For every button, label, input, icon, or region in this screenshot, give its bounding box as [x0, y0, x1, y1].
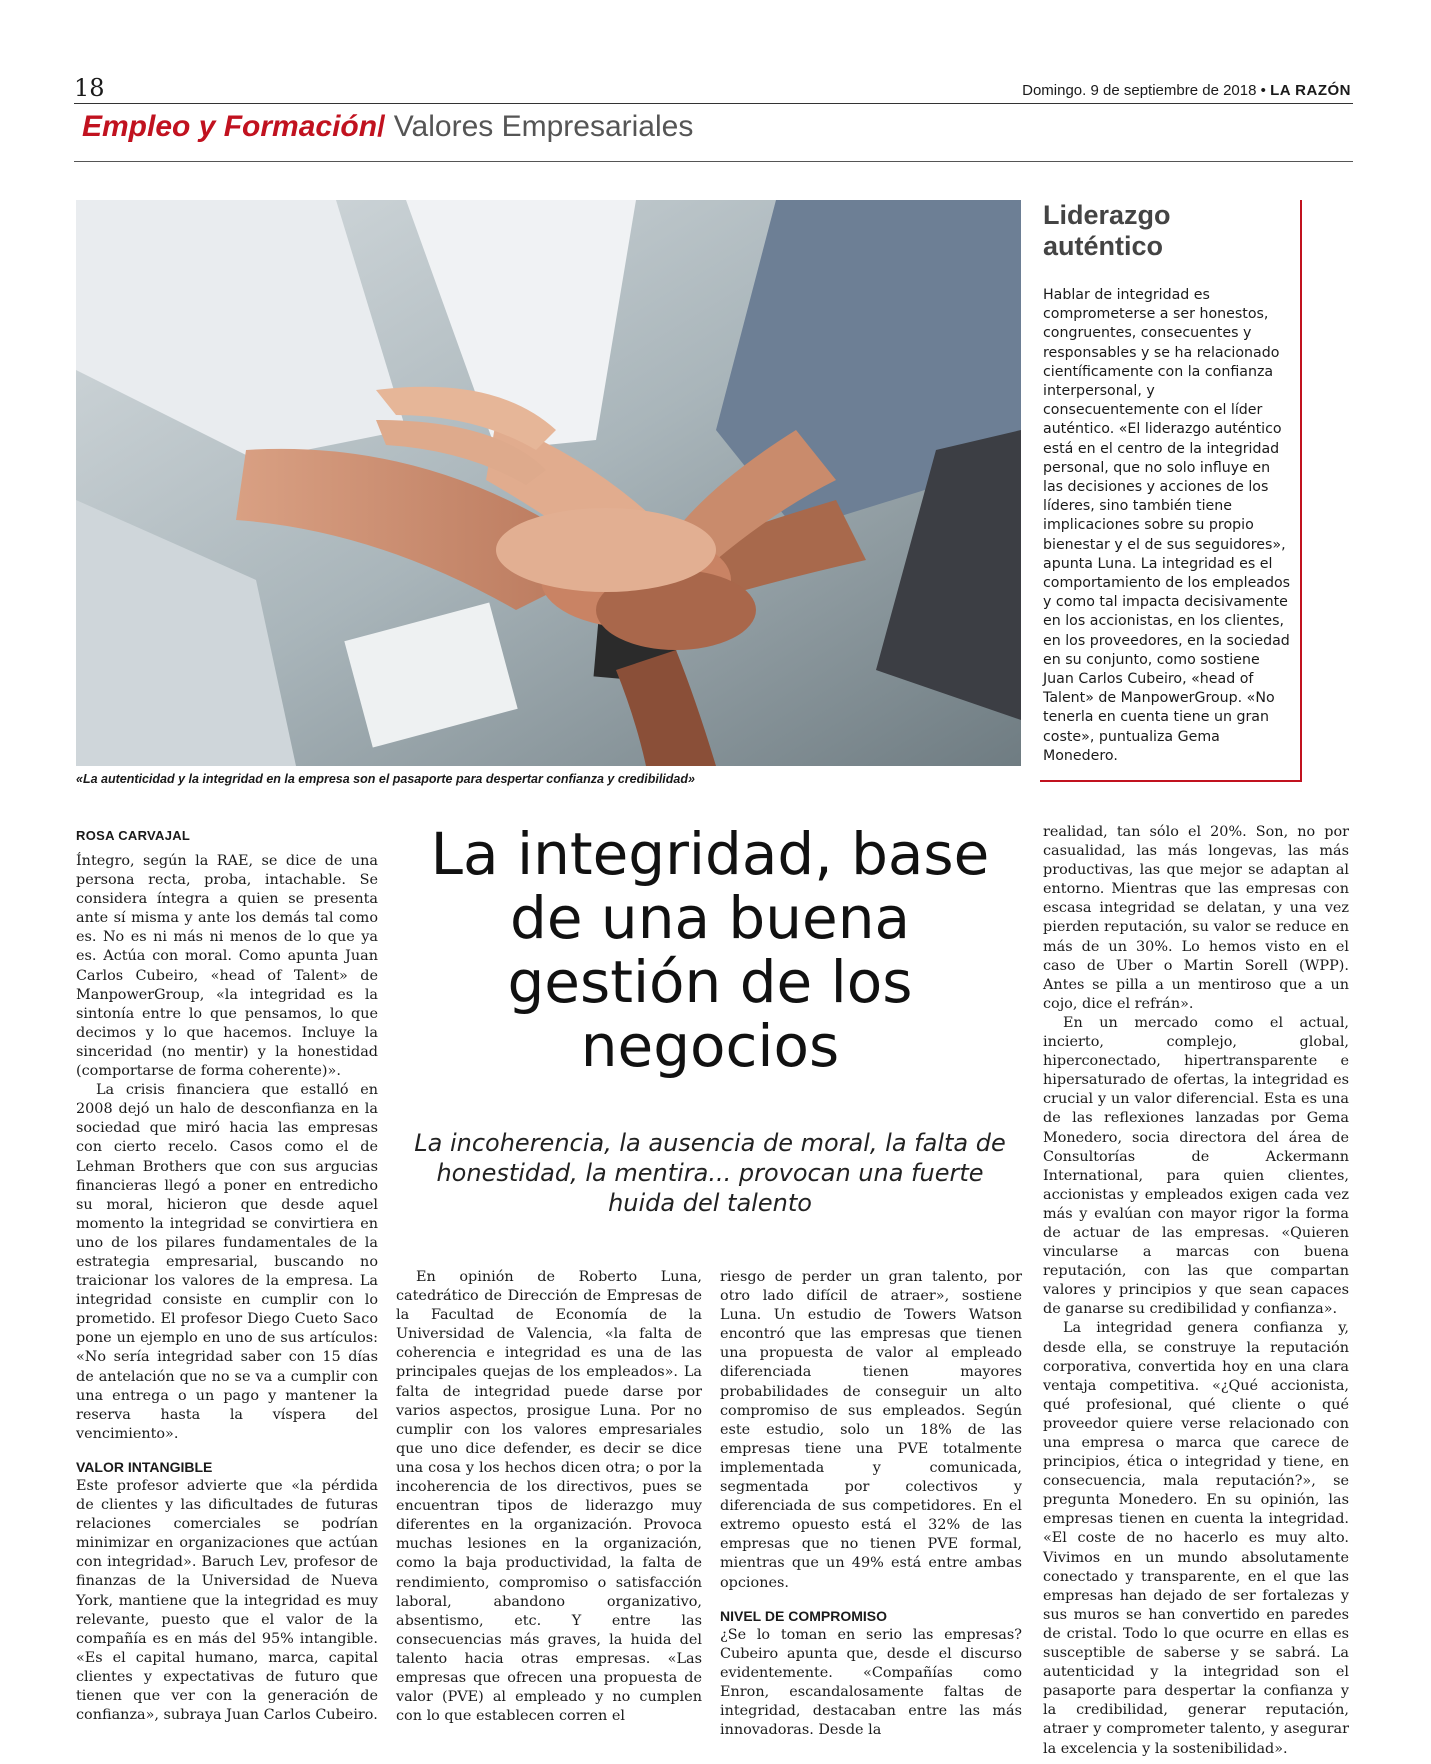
photo-illustration: [76, 200, 1021, 766]
section-name: Empleo y Formación: [82, 110, 378, 143]
paragraph: La integridad genera confianza y, desde ella, se construye la reputación corporativa, convertida hoy en una clara ventaja competitiva. «¿Qué accionista, qué profesional, qué cliente o qué proveedor quiere verse relacionado con una empresa o marca que carece de principios, ética o integridad y tiene, en consecuencia, mala reputación?», se pregunta Monedero. En su opinión, las empresas tienen en cuenta la integridad. «El coste de no hacerlo es muy alto. Vivimos en un mundo absolutamente conectado y transparente, en el que las empresas han dejado de ser fortalezas y sus muros se han convertido en paredes de cristal. Todo lo que ocurre en ellas es susceptible de saberse y se sabrá. La autenticidad y la integridad son el pasaporte para despertar la confianza y la credibilidad, generar reputación, atraer y comprometer talento, y asegurar la excelencia y la sostenibilidad».: [1043, 1320, 1349, 1757]
headline: La integridad, base de una buena gestión de los negocios: [430, 820, 990, 1080]
subtitle-nivel-de-compromiso: NIVEL DE COMPROMISO: [720, 1607, 887, 1624]
paragraph: ¿Se lo toman en serio las empresas? Cubeiro apunta que, desde el discurso evidentemente. «Compañías como Enron, escandalosamente faltas de integridad, destacaban entre las más innovadoras. Desde la: [720, 1626, 1022, 1739]
section-heading: [82, 110, 693, 144]
separator-dot: •: [1260, 82, 1266, 99]
sidebar-body: Hablar de integridad es comprometerse a ser honestos, congruentes, consecuentes y responsables y se ha relacionado científicamente con la confianza interpersonal, y consecuentemente con el líder auténtico. «El liderazgo auténtico está en el centro de la integridad personal, que no solo influye en las decisiones y acciones de los líderes, sino también tiene implicaciones sobre su propio bienestar y el de sus seguidores», apunta Luna. La integridad es el comportamiento de los empleados y como tal impacta decisivamente en los accionistas, en los clientes, en los proveedores, en la sociedad en su conjunto, como sostiene Juan Carlos Cubeiro, «head of Talent» de ManpowerGroup. «No tenerla en cuenta tiene un gran coste», puntualiza Gema Monedero.: [1043, 287, 1291, 764]
header-rule: [74, 103, 1353, 104]
article-column-3: [720, 1268, 1022, 1740]
masthead-date: [1022, 82, 1351, 99]
paragraph: En un mercado como el actual, incierto, complejo, global, hiperconectado, hipertransparente e hipersaturado de ofertas, la integridad es crucial y un valor diferencial. Esta es una de las reflexiones lanzadas por Gema Monedero, socia directora del área de Consultorías de Ackermann International, para quien clientes, accionistas y empleados exigen cada vez más y evalúan con mayor rigor la forma de actuar de las empresas. «Quieren vincularse a marcas con buena reputación, con las que compartan valores y principios y que sean capaces de ganarse su credibilidad y confianza».: [1043, 1014, 1349, 1318]
newspaper-name: LA RAZÓN: [1270, 82, 1351, 99]
article-column-2: [396, 1268, 702, 1726]
subheadline: La incoherencia, la ausencia de moral, la falta de honestidad, la mentira... provocan una fuerte huida del talento: [414, 1129, 1006, 1217]
issue-date: Domingo. 9 de septiembre de 2018: [1022, 82, 1257, 99]
photo-caption: «La autenticidad y la integridad en la empresa son el pasaporte para despertar confianza y credibilidad»: [76, 772, 695, 786]
subsection-name: Valores Empresariales: [393, 110, 694, 143]
paragraph: riesgo de perder un gran talento, por otro lado difícil de atraer», sostiene Luna. Un estudio de Towers Watson encontró que las empresas que tienen una propuesta de valor al empleado diferenciada tienen mayores probabilidades de conseguir un alto compromiso de sus empleados. Según este estudio, solo un 18% de las empresas tiene una PVE totalmente implementada y comunicada, segmentada por colectivos y diferenciada de sus competidores. En el extremo opuesto está el 32% de las empresas que no tienen PVE formal, mientras que un 49% está entre ambas opciones.: [720, 1269, 1022, 1591]
paragraph: Íntegro, según la RAE, se dice de una persona recta, proba, intachable. Se considera íntegra a quien se presenta ante sí misma y ante los demás tal como es. No es ni más ni menos de lo que ya es. Actúa con moral. Como apunta Juan Carlos Cubeiro, «head of Talent» de ManpowerGroup, «la integridad es la sintonía entre lo que pensamos, lo que decimos y lo que hacemos. Incluye la sinceridad (no mentir) y la honestidad (comportarse de forma coherente)».: [76, 853, 378, 1080]
article-column-4: [1043, 823, 1349, 1759]
paragraph: Este profesor advierte que «la pérdida de clientes y las dificultades de futuras relaciones comerciales se podrían minimizar en organizaciones que actúan con integridad». Baruch Lev, profesor de finanzas de la Universidad de Nueva York, mantiene que la integridad es muy relevante, puesto que el valor de la compañía es en más del 95% intangible. «Es el capital humano, marca, capital clientes y expectativas de futuro que tienen que ver con la generación de confianza», subraya Juan Carlos Cubeiro.: [76, 1478, 378, 1724]
sidebar-title: Liderazgo auténtico: [1043, 200, 1171, 261]
hands-together-photo: [76, 200, 1021, 766]
subtitle-valor-intangible: VALOR INTANGIBLE: [76, 1458, 213, 1475]
paragraph: realidad, tan sólo el 20%. Son, no por casualidad, las más longevas, las más productivas, las que mejor se adaptan al entorno. Mientras que las empresas con escasa integridad se delatan, y una vez pierden reputación, su valor se reduce en más de un 30%. Lo hemos visto en el caso de Uber o Martin Sorell (WPP). Antes se pilla a un mentiroso que a un cojo, dice el refrán».: [1043, 824, 1349, 1012]
paragraph: La crisis financiera que estalló en 2008 dejó un halo de desconfianza en la sociedad que miró hacia las empresas con cierto recelo. Casos como el de Lehman Brothers que con sus argucias financieras llegó a poner en entredicho su moral, hicieron que desde aquel momento la integridad se convirtiera en uno de los pilares fundamentales de la estrategia empresarial, buscando no traicionar los valores de la empresa. La integridad consiste en cumplir con lo prometido. El profesor Diego Cueto Saco pone un ejemplo en uno de sus artículos: «No sería integridad saber con 15 días de antelación que no se va a cumplir con una entrega o un pago y mantener la reserva hasta la víspera del vencimiento».: [76, 1082, 378, 1442]
section-slash: /: [377, 110, 386, 143]
paragraph: En opinión de Roberto Luna, catedrático de Dirección de Empresas de la Facultad de Economía de la Universidad de Valencia, «la falta de coherencia e integridad es una de las principales quejas de los empleados». La falta de integridad puede darse por varios aspectos, prosigue Luna. Por no cumplir con los valores empresariales que uno dice defender, es decir se dice una cosa y los hechos dicen otra; o por la incoherencia de los directivos, pues se encuentran tipos de liderazgo muy diferentes en la organización. Provoca muchas lesiones en la organización, como la baja productividad, la falta de rendimiento, compromiso o satisfacción laboral, abandono organizativo, absentismo, etc. Y entre las consecuencias más graves, la huida del talento hacia otras empresas. «Las empresas que ofrecen una propuesta de valor (PVE) al empleado y no cumplen con lo que establecen corren el: [396, 1269, 702, 1725]
article-column-1: [76, 852, 378, 1725]
section-rule: [74, 161, 1353, 162]
page-number: 18: [74, 74, 105, 102]
byline: ROSA CARVAJAL: [76, 828, 191, 843]
